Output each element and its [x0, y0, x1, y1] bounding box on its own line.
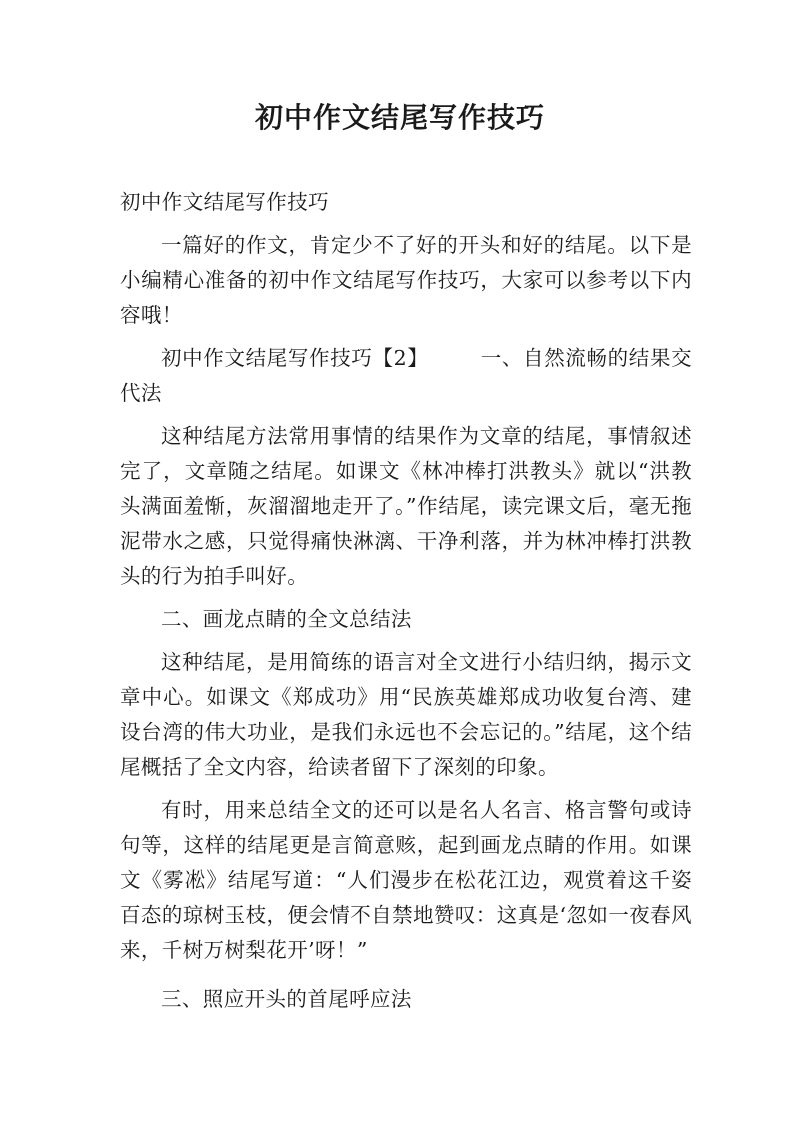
section-heading-line [120, 341, 692, 411]
intro-paragraph: 一篇好的作文，肯定少不了好的开头和好的结尾。以下是小编精心准备的初中作文结尾写作技巧，大家可以参考以下内容哦！ [120, 233, 692, 327]
paragraph-quotes: 有时，用来总结全文的还可以是名人名言、格言警句或诗句等，这样的结尾更是言简意赅，起到画龙点睛的作用。如课文《雾凇》结尾写道：“人们漫步在松花江边，观赏着这千姿百态的琼树玉枝，便会情不自禁地赞叹：这真是‘忽如一夜春风来，千树万树梨花开’呀！” [120, 798, 692, 962]
document-subtitle: 初中作文结尾写作技巧 [120, 190, 329, 214]
section-reference: 初中作文结尾写作技巧【2】 [161, 346, 429, 370]
paragraph-natural-result: 这种结尾方法常用事情的结果作为文章的结尾，事情叙述完了，文章随之结尾。如课文《林冲棒打洪教头》就以“洪教头满面羞惭，灰溜溜地走开了。”作结尾，读完课文后，毫无拖泥带水之感，只觉得痛快淋漓、干净利落，并为林冲棒打洪教头的行为拍手叫好。 [120, 424, 692, 588]
document-body [120, 185, 692, 1017]
heading-echo: 三、照应开头的首尾呼应法 [161, 987, 412, 1011]
paragraph-summary: 这种结尾，是用简练的语言对全文进行小结归纳，揭示文章中心。如课文《郑成功》用“民族英雄郑成功收复台湾、建设台湾的伟大功业，是我们永远也不会忘记的。”结尾，这个结尾概括了全文内容，给读者留下了深刻的印象。 [120, 650, 692, 779]
heading-natural-result: 一、自然流畅的结果交代法 [120, 346, 692, 405]
document-title: 初中作文结尾写作技巧 [254, 101, 545, 134]
heading-summary: 二、画龙点睛的全文总结法 [161, 607, 412, 631]
